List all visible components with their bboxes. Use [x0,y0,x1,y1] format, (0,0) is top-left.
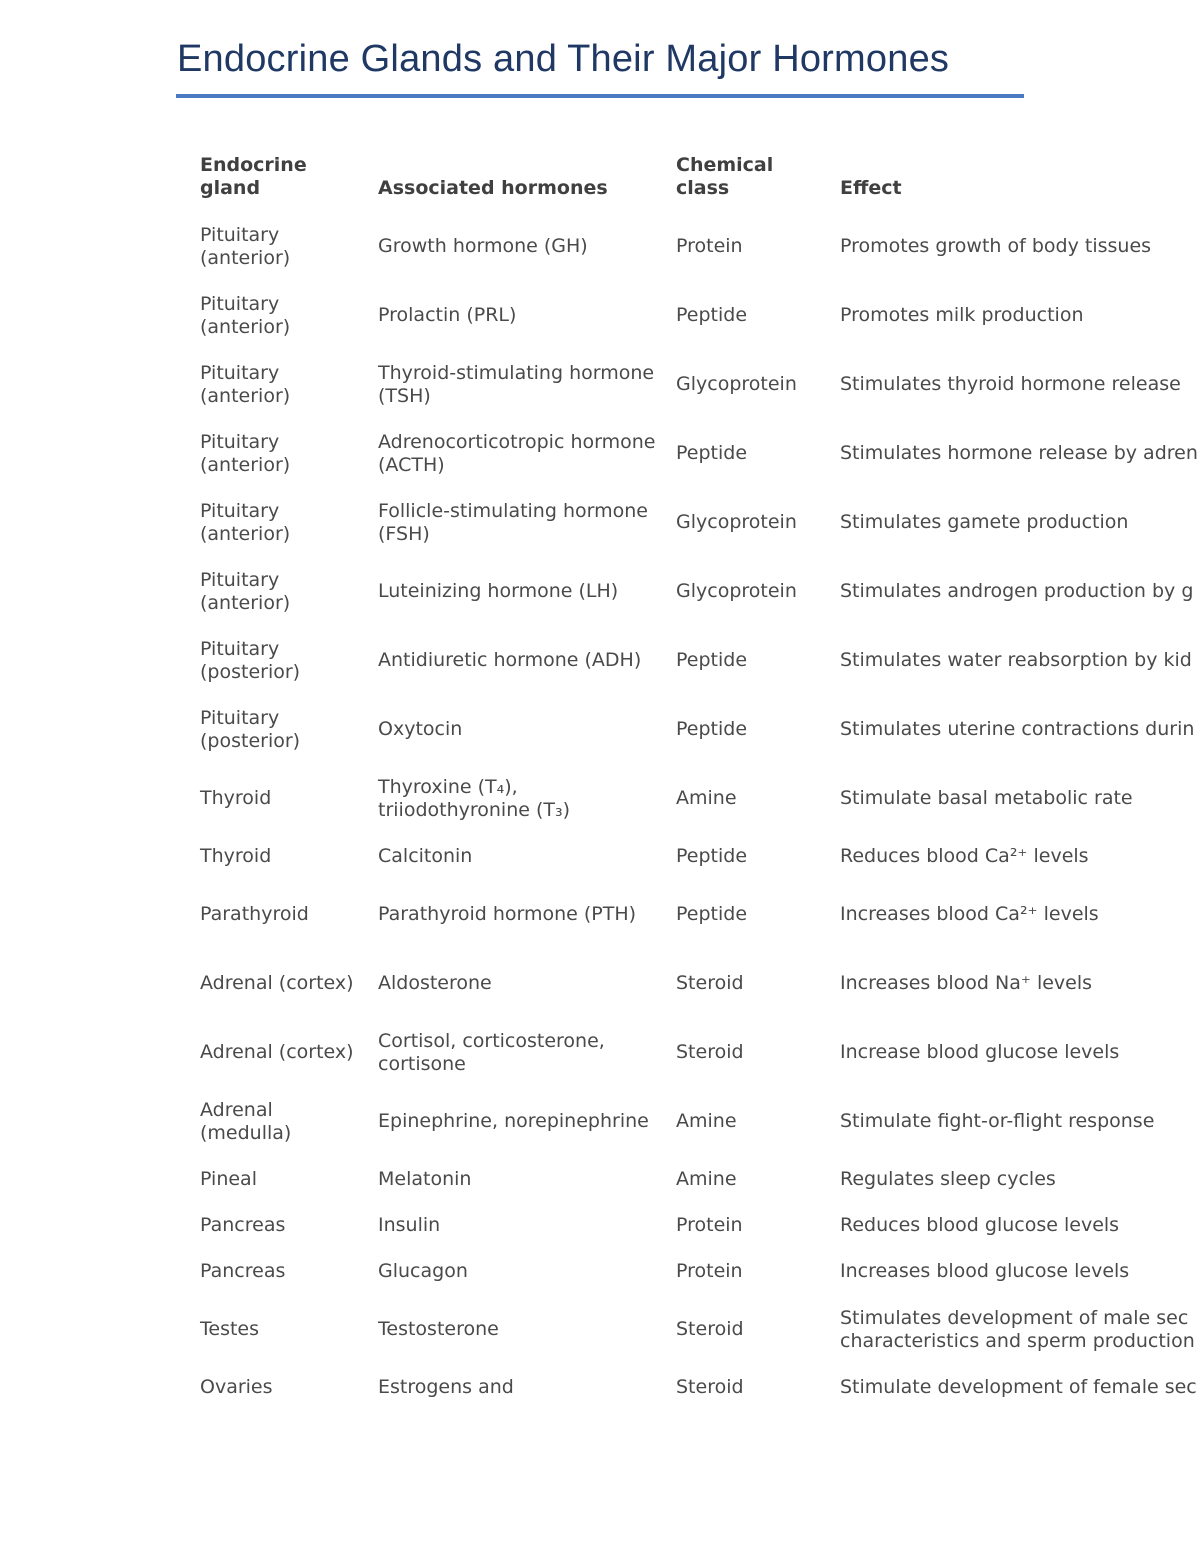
cell-hormones: Parathyroid hormone (PTH) [378,903,637,925]
cell-class: Peptide [676,304,748,326]
cell-effect: Regulates sleep cycles [840,1168,1056,1190]
title-underline [176,94,1024,98]
cell-effect: Promotes milk production [840,304,1084,326]
cell-hormones: Growth hormone (GH) [378,235,588,257]
cell-effect: Increases blood glucose levels [840,1260,1130,1282]
cell-gland: Pituitary (posterior) [200,637,301,683]
cell-class: Steroid [676,972,744,994]
table-row [190,1203,1200,1248]
cell-class: Glycoprotein [676,373,797,395]
cell-class: Peptide [676,649,748,671]
cell-class: Protein [676,1214,743,1236]
cell-effect: Stimulate fight-or-flight response [840,1110,1155,1132]
cell-gland: Pituitary (anterior) [200,499,291,545]
table-header-row [190,148,1200,212]
cell-effect: Increases blood Ca²⁺ levels [840,903,1099,925]
cell-effect: Increase blood glucose levels [840,1041,1120,1063]
cell-hormones: Adrenocorticotropic hormone (ACTH) [378,430,656,476]
cell-class: Peptide [676,903,748,925]
cell-gland: Thyroid [200,845,272,867]
cell-hormones: Luteinizing hormone (LH) [378,580,619,602]
table-row [190,764,1200,833]
table-row [190,626,1200,695]
cell-class: Steroid [676,1041,744,1063]
cell-gland: Adrenal (cortex) [200,1041,354,1063]
cell-gland: Adrenal (medulla) [200,1098,292,1144]
cell-effect: Stimulates water reabsorption by kid [840,649,1192,671]
table-row [190,1364,1200,1411]
cell-hormones: Melatonin [378,1168,472,1190]
cell-class: Steroid [676,1376,744,1398]
cell-effect: Stimulates androgen production by g [840,580,1194,602]
table-row [190,880,1200,949]
cell-gland: Pineal [200,1168,257,1190]
cell-effect: Stimulates thyroid hormone release [840,373,1181,395]
cell-class: Steroid [676,1318,744,1340]
table-row [190,1087,1200,1156]
cell-hormones: Prolactin (PRL) [378,304,517,326]
cell-effect: Stimulate basal metabolic rate [840,787,1133,809]
cell-class: Glycoprotein [676,511,797,533]
cell-effect: Stimulates development of male sec characteristics and sperm production [840,1306,1195,1352]
table-row [190,695,1200,764]
cell-effect: Stimulates gamete production [840,511,1129,533]
header-effect: Effect [840,177,902,199]
cell-class: Peptide [676,442,748,464]
cell-gland: Pituitary (anterior) [200,292,291,338]
table-row [190,949,1200,1018]
table-row [190,833,1200,880]
table-row [190,212,1200,281]
cell-hormones: Epinephrine, norepinephrine [378,1110,649,1132]
cell-hormones: Cortisol, corticosterone, cortisone [378,1029,605,1075]
table-row [190,350,1200,419]
cell-hormones: Antidiuretic hormone (ADH) [378,649,642,671]
cell-gland: Pituitary (anterior) [200,568,291,614]
table-row [190,1295,1200,1364]
cell-class: Glycoprotein [676,580,797,602]
cell-gland: Parathyroid [200,903,309,925]
table-row [190,281,1200,350]
cell-hormones: Testosterone [378,1318,499,1340]
cell-class: Protein [676,235,743,257]
cell-gland: Testes [200,1318,260,1340]
cell-effect: Promotes growth of body tissues [840,235,1152,257]
header-class: Chemical class [676,154,774,199]
cell-hormones: Thyroxine (T₄), triiodothyronine (T₃) [378,775,571,821]
cell-effect: Stimulate development of female sec [840,1376,1197,1398]
cell-class: Peptide [676,718,748,740]
cell-class: Amine [676,1168,737,1190]
cell-effect: Stimulates hormone release by adren [840,442,1198,464]
cell-class: Amine [676,787,737,809]
cell-gland: Pancreas [200,1260,286,1282]
cell-effect: Reduces blood glucose levels [840,1214,1120,1236]
table-row [190,557,1200,626]
table-row [190,1018,1200,1087]
hormone-table [190,148,1200,1411]
cell-hormones: Calcitonin [378,845,473,867]
cell-gland: Pancreas [200,1214,286,1236]
table-row [190,1248,1200,1295]
table-row [190,419,1200,488]
header-gland: Endocrine gland [200,154,307,199]
cell-effect: Stimulates uterine contractions durin [840,718,1195,740]
cell-hormones: Oxytocin [378,718,463,740]
table-row [190,1156,1200,1203]
cell-class: Peptide [676,845,748,867]
cell-gland: Pituitary (anterior) [200,223,291,269]
cell-hormones: Insulin [378,1214,441,1236]
cell-effect: Increases blood Na⁺ levels [840,972,1093,994]
cell-hormones: Follicle-stimulating hormone (FSH) [378,499,648,545]
cell-hormones: Glucagon [378,1260,468,1282]
cell-class: Amine [676,1110,737,1132]
cell-gland: Ovaries [200,1376,273,1398]
cell-effect: Reduces blood Ca²⁺ levels [840,845,1089,867]
cell-gland: Adrenal (cortex) [200,972,354,994]
cell-gland: Pituitary (anterior) [200,430,291,476]
table-body [190,212,1200,1411]
cell-class: Protein [676,1260,743,1282]
cell-gland: Thyroid [200,787,272,809]
header-hormones: Associated hormones [378,177,608,199]
cell-hormones: Estrogens and [378,1376,514,1398]
cell-gland: Pituitary (posterior) [200,706,301,752]
table-row [190,488,1200,557]
cell-hormones: Thyroid-stimulating hormone (TSH) [378,361,655,407]
document-title: Endocrine Glands and Their Major Hormones [177,38,950,80]
cell-gland: Pituitary (anterior) [200,361,291,407]
cell-hormones: Aldosterone [378,972,492,994]
